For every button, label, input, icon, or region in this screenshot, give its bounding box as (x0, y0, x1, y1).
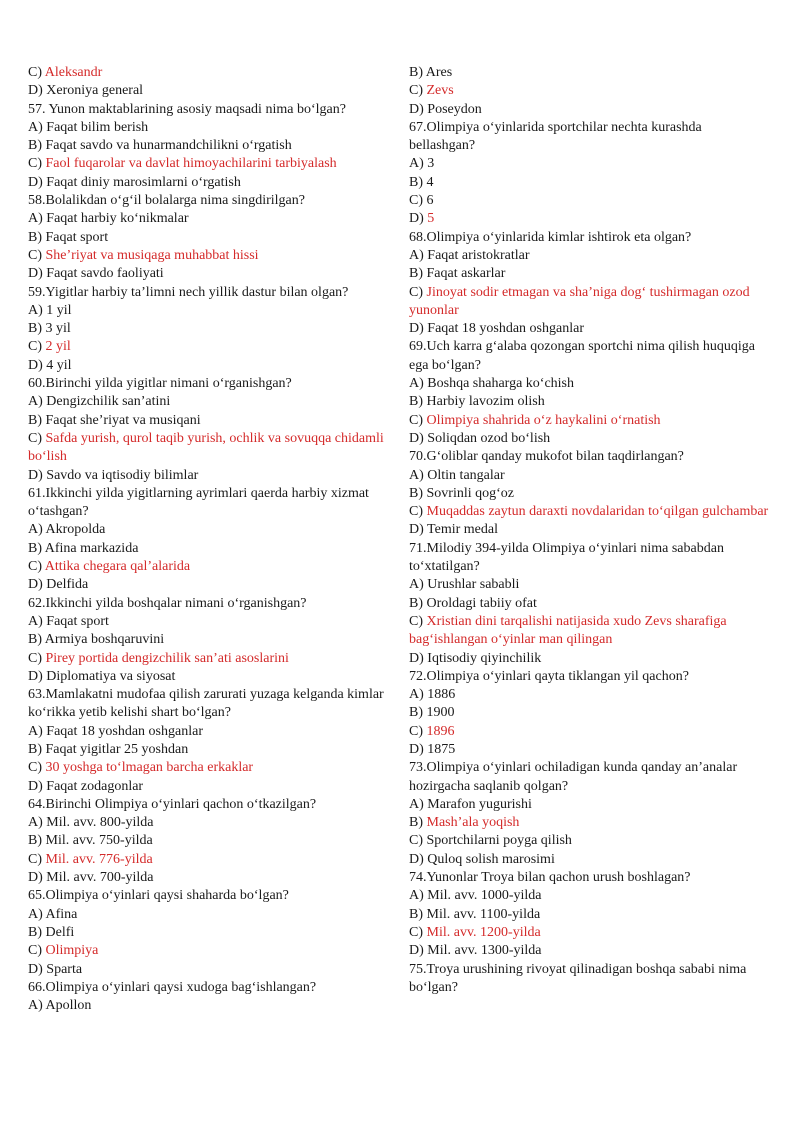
answer-option (409, 467, 771, 485)
option-label: D) (28, 174, 47, 190)
question-text: 69.Uch karra g‘alaba qozongan sportchi nima qilish huquqiga ega bo‘lgan? (409, 339, 756, 373)
question-text: 67.Olimpiya o‘yinlarida sportchilar nechta kurashda bellashgan? (409, 119, 702, 154)
option-text: Faqat savdo faoliyati (46, 266, 164, 282)
option-label: A) (409, 796, 428, 812)
option-label: A) (409, 687, 428, 703)
question-block (28, 375, 390, 485)
correct-answer-text: Muqaddas zaytun daraxti novdalaridan to‘qilgan gulchambar (426, 504, 769, 520)
correct-answer-text: Olimpiya shahrida o‘z haykalini o‘rnatish (426, 412, 661, 428)
option-text: Faqat sport (45, 229, 109, 245)
answer-option (409, 796, 771, 814)
answer-option (409, 210, 771, 228)
correct-answer-text: Olimpiya (45, 943, 99, 959)
option-label: C) (409, 284, 427, 300)
answer-option (28, 357, 390, 375)
option-text: Delfida (46, 577, 89, 593)
option-label: D) (28, 961, 47, 977)
option-text: Faqat savdo va hunarmandchilikni o‘rgatish (45, 138, 292, 154)
option-label: D) (28, 266, 47, 282)
option-label: A) (28, 394, 47, 410)
question-block (409, 869, 771, 960)
answer-option (28, 430, 390, 467)
answer-option (409, 942, 771, 960)
option-text: Ares (425, 65, 453, 80)
question-block (409, 540, 771, 668)
option-text: Harbiy lavozim olish (426, 394, 545, 410)
option-text: 3 (427, 156, 435, 172)
option-label: A) (28, 211, 47, 227)
answer-option (409, 412, 771, 430)
answer-option (409, 924, 771, 942)
option-label: B) (409, 65, 426, 80)
option-label: D) (28, 870, 47, 886)
correct-answer-text: Mil. avv. 776-yilda (45, 851, 153, 867)
option-text: Faqat askarlar (426, 266, 506, 282)
option-text: Mil. avv. 750-yilda (45, 833, 153, 849)
correct-answer-text: 2 yil (45, 339, 71, 355)
option-label: D) (28, 83, 47, 99)
correct-answer-text: Aleksandr (44, 65, 103, 80)
answer-option (28, 650, 390, 668)
option-label: A) (409, 376, 428, 392)
option-label: D) (409, 851, 428, 867)
option-label: C) (28, 760, 46, 776)
question-text: 65.Olimpiya o‘yinlari qaysi shaharda bo‘lgan? (28, 888, 289, 904)
option-text: 6 (426, 193, 434, 209)
option-text: Armiya boshqaruvini (44, 632, 165, 648)
answer-option (409, 576, 771, 594)
answer-option (28, 64, 390, 82)
option-text: Faqat aristokratlar (427, 247, 530, 263)
question-text: 73.Olimpiya o‘yinlari ochiladigan kunda qanday an’analar hozirgacha saqlanib qolgan? (409, 760, 738, 794)
question-text: 74.Yunonlar Troya bilan qachon urush boshlagan? (409, 870, 691, 886)
option-text: Oroldagi tabiiy ofat (426, 595, 537, 611)
question-text: 62.Ikkinchi yilda boshqalar nimani o‘rganishgan? (28, 595, 307, 611)
answer-option (409, 851, 771, 869)
answer-option (28, 412, 390, 430)
option-text: 3 yil (45, 321, 71, 337)
option-label: B) (409, 815, 427, 831)
option-label: A) (28, 119, 47, 135)
answer-option (28, 906, 390, 924)
option-text: 1 yil (46, 302, 72, 318)
option-label: C) (28, 247, 46, 263)
question-block (28, 887, 390, 978)
correct-answer-text: 30 yoshga to‘lmagan barcha erkaklar (45, 760, 254, 776)
option-text: Diplomatiya va siyosat (46, 668, 176, 684)
option-label: C) (28, 851, 46, 867)
option-label: A) (409, 577, 428, 593)
answer-option (28, 668, 390, 686)
option-label: C) (409, 83, 427, 99)
option-text: Soliqdan ozod bo‘lish (427, 430, 551, 446)
option-text: 4 (426, 174, 434, 190)
question-text: 59.Yigitlar harbiy ta’limni nech yillik dastur bilan olgan? (28, 284, 349, 300)
option-label: D) (409, 211, 428, 227)
option-label: A) (28, 815, 47, 831)
option-text: 1900 (426, 705, 455, 721)
question-text: 64.Birinchi Olimpiya o‘yinlari qachon o‘tkazilgan? (28, 796, 317, 812)
option-label: B) (409, 595, 427, 611)
option-label: C) (28, 65, 45, 80)
answer-option (409, 393, 771, 411)
option-text: Akropolda (45, 522, 106, 538)
question-text: 61.Ikkinchi yilda yigitlarning ayrimlari qaerda harbiy xizmat o‘tashgan? (28, 485, 369, 520)
option-text: Boshqa shaharga ko‘chish (427, 376, 574, 392)
answer-option (28, 631, 390, 649)
answer-option (28, 759, 390, 777)
option-label: A) (409, 888, 428, 904)
option-text: Poseydon (427, 101, 482, 117)
option-text: Temir medal (427, 522, 498, 538)
question-block (409, 119, 771, 229)
option-text: Apollon (45, 998, 92, 1014)
answer-option (409, 247, 771, 265)
answer-option (28, 119, 390, 137)
question-block (409, 64, 771, 119)
answer-option (409, 613, 771, 650)
option-label: A) (409, 247, 428, 263)
option-text: Faqat bilim berish (46, 119, 149, 135)
option-label: C) (409, 613, 427, 629)
correct-answer-text: Mash’ala yoqish (426, 815, 520, 831)
question-text: 57. Yunon maktablarining asosiy maqsadi nima bo‘lgan? (28, 101, 346, 117)
option-text: Faqat yigitlar 25 yoshdan (45, 741, 189, 757)
option-label: D) (28, 577, 47, 593)
option-label: D) (409, 943, 428, 959)
question-text: 71.Milodiy 394-yilda Olimpiya o‘yinlari nima sababdan to‘xtatilgan? (409, 540, 724, 575)
answer-option (28, 869, 390, 887)
answer-option (28, 832, 390, 850)
option-text: Urushlar sababli (427, 577, 520, 593)
question-block (28, 796, 390, 887)
right-column (409, 64, 771, 997)
option-label: C) (28, 156, 46, 172)
answer-option (28, 265, 390, 283)
correct-answer-text: 5 (427, 211, 435, 227)
option-label: D) (409, 101, 428, 117)
question-block (409, 961, 771, 998)
correct-answer-text: Jinoyat sodir etmagan va sha’niga dog‘ tushirmagan ozod yunonlar (409, 284, 750, 318)
answer-option (409, 686, 771, 704)
answer-option (409, 155, 771, 173)
option-label: D) (409, 321, 428, 337)
option-label: B) (409, 705, 427, 721)
option-label: A) (28, 906, 46, 922)
question-text: 63.Mamlakatni mudofaa qilish zarurati yuzaga kelganda kimlar ko‘rikka yetib kelishi shart bo‘lgan? (28, 687, 384, 721)
question-text: 58.Bolalikdan o‘g‘il bolalarga nima singdirilgan? (28, 193, 305, 209)
option-text: Xeroniya general (46, 83, 144, 99)
option-text: Mil. avv. 1300-yilda (427, 943, 542, 959)
question-block (28, 595, 390, 686)
option-label: D) (28, 778, 47, 794)
answer-option (409, 265, 771, 283)
answer-option (28, 814, 390, 832)
answer-option (409, 704, 771, 722)
option-text: 4 yil (46, 357, 72, 373)
option-label: A) (28, 613, 47, 629)
option-label: B) (28, 632, 45, 648)
option-text: Oltin tangalar (427, 467, 505, 483)
answer-option (28, 778, 390, 796)
option-label: B) (409, 174, 427, 190)
question-text: 75.Troya urushining rivoyat qilinadigan boshqa sababi nima bo‘lgan? (409, 961, 747, 995)
answer-option (28, 851, 390, 869)
question-block (409, 229, 771, 339)
option-label: C) (28, 339, 46, 355)
option-label: D) (409, 522, 428, 538)
question-block (28, 64, 390, 101)
question-text: 66.Olimpiya o‘yinlari qaysi xudoga bag‘ishlangan? (28, 979, 317, 995)
question-block (28, 101, 390, 192)
option-label: D) (28, 467, 47, 483)
correct-answer-text: She’riyat va musiqaga muhabbat hissi (45, 247, 259, 263)
correct-answer-text: Zevs (426, 83, 454, 99)
option-label: A) (28, 522, 46, 538)
option-label: B) (28, 540, 45, 556)
option-label: C) (28, 559, 45, 575)
option-label: B) (409, 906, 427, 922)
answer-option (409, 485, 771, 503)
answer-option (28, 82, 390, 100)
answer-option (409, 723, 771, 741)
option-text: 1886 (427, 687, 456, 703)
option-label: B) (409, 394, 427, 410)
answer-option (28, 961, 390, 979)
answer-option (409, 741, 771, 759)
option-label: A) (409, 156, 428, 172)
question-block (28, 284, 390, 375)
option-label: C) (409, 723, 427, 739)
question-block (28, 485, 390, 595)
option-text: Sportchilarni poyga qilish (426, 833, 572, 849)
option-text: Faqat 18 yoshdan oshganlar (427, 321, 584, 337)
option-text: Mil. avv. 1100-yilda (426, 906, 541, 922)
left-column (28, 64, 390, 1015)
option-label: C) (409, 412, 427, 428)
answer-option (409, 82, 771, 100)
answer-option (409, 430, 771, 448)
option-label: A) (28, 723, 47, 739)
option-label: D) (409, 650, 428, 666)
answer-option (28, 613, 390, 631)
answer-option (409, 174, 771, 192)
correct-answer-text: 1896 (426, 723, 455, 739)
question-text: 60.Birinchi yilda yigitlar nimani o‘rganishgan? (28, 376, 292, 392)
option-label: B) (28, 138, 46, 154)
answer-option (28, 247, 390, 265)
answer-option (409, 887, 771, 905)
option-label: D) (409, 741, 428, 757)
option-text: Faqat she’riyat va musiqani (45, 412, 201, 428)
correct-answer-text: Attika chegara qal’alarida (44, 559, 191, 575)
option-text: Sparta (46, 961, 83, 977)
answer-option (409, 101, 771, 119)
answer-option (28, 521, 390, 539)
option-label: A) (409, 467, 428, 483)
option-label: B) (28, 741, 46, 757)
question-block (409, 668, 771, 759)
answer-option (28, 467, 390, 485)
question-block (409, 759, 771, 869)
option-text: Sovrinli qog‘oz (426, 485, 514, 501)
option-label: C) (409, 924, 427, 940)
question-block (28, 686, 390, 796)
option-label: B) (409, 485, 427, 501)
option-label: B) (28, 924, 46, 940)
option-text: Faqat zodagonlar (46, 778, 144, 794)
option-label: B) (409, 266, 427, 282)
answer-option (409, 503, 771, 521)
question-block (28, 192, 390, 283)
question-block (409, 338, 771, 448)
option-label: D) (28, 668, 47, 684)
option-label: B) (28, 321, 46, 337)
option-text: Faqat diniy marosimlarni o‘rgatish (46, 174, 241, 190)
answer-option (409, 284, 771, 321)
option-text: 1875 (427, 741, 456, 757)
answer-option (28, 137, 390, 155)
option-text: Delfi (45, 924, 75, 940)
answer-option (28, 997, 390, 1015)
answer-option (409, 814, 771, 832)
answer-option (28, 942, 390, 960)
option-text: Faqat sport (46, 613, 109, 629)
answer-option (28, 338, 390, 356)
option-text: Afina (45, 906, 78, 922)
answer-option (28, 320, 390, 338)
answer-option (28, 302, 390, 320)
question-text: 70.G‘oliblar qanday mukofot bilan taqdirlangan? (409, 449, 684, 465)
option-text: Savdo va iqtisodiy bilimlar (46, 467, 199, 483)
option-label: B) (28, 833, 46, 849)
answer-option (409, 375, 771, 393)
correct-answer-text: Xristian dini tarqalishi natijasida xudo Zevs sharafiga bag‘ishlangan o‘yinlar man qilingan (409, 613, 727, 648)
option-text: Mil. avv. 800-yilda (46, 815, 154, 831)
question-text: 68.Olimpiya o‘yinlarida kimlar ishtirok eta olgan? (409, 229, 692, 245)
answer-option (28, 155, 390, 173)
answer-option (409, 521, 771, 539)
answer-option (28, 393, 390, 411)
answer-option (28, 741, 390, 759)
option-label: C) (409, 833, 427, 849)
option-label: C) (28, 943, 46, 959)
answer-option (409, 595, 771, 613)
option-text: Iqtisodiy qiyinchilik (427, 650, 542, 666)
option-label: B) (28, 229, 46, 245)
answer-option (28, 210, 390, 228)
option-label: C) (409, 504, 427, 520)
option-text: Mil. avv. 1000-yilda (427, 888, 542, 904)
option-text: Marafon yugurishi (427, 796, 532, 812)
answer-option (28, 174, 390, 192)
option-text: Dengizchilik san’atini (46, 394, 171, 410)
option-label: A) (28, 998, 46, 1014)
answer-option (28, 229, 390, 247)
answer-option (409, 906, 771, 924)
answer-option (409, 320, 771, 338)
option-label: D) (409, 430, 428, 446)
correct-answer-text: Mil. avv. 1200-yilda (426, 924, 541, 940)
option-text: Quloq solish marosimi (427, 851, 555, 867)
option-label: C) (28, 650, 46, 666)
answer-option (409, 64, 771, 82)
option-text: Afina markazida (44, 540, 139, 556)
correct-answer-text: Safda yurish, qurol taqib yurish, ochlik va sovuqqa chidamli bo‘lish (28, 430, 384, 465)
answer-option (28, 576, 390, 594)
correct-answer-text: Faol fuqarolar va davlat himoyachilarini tarbiyalash (45, 156, 337, 172)
answer-option (28, 558, 390, 576)
correct-answer-text: Pirey portida dengizchilik san’ati asoslarini (45, 650, 289, 666)
option-label: D) (28, 357, 47, 373)
answer-option (28, 540, 390, 558)
answer-option (28, 723, 390, 741)
option-label: C) (28, 430, 46, 446)
option-label: A) (28, 302, 47, 318)
answer-option (28, 924, 390, 942)
question-block (409, 448, 771, 539)
answer-option (409, 650, 771, 668)
question-text: 72.Olimpiya o‘yinlari qayta tiklangan yil qachon? (409, 668, 689, 684)
option-label: C) (409, 193, 427, 209)
option-text: Faqat 18 yoshdan oshganlar (46, 723, 203, 739)
option-text: Faqat harbiy ko‘nikmalar (46, 211, 189, 227)
question-block (28, 979, 390, 1016)
option-text: Mil. avv. 700-yilda (46, 870, 154, 886)
answer-option (409, 832, 771, 850)
option-label: B) (28, 412, 46, 428)
answer-option (409, 192, 771, 210)
